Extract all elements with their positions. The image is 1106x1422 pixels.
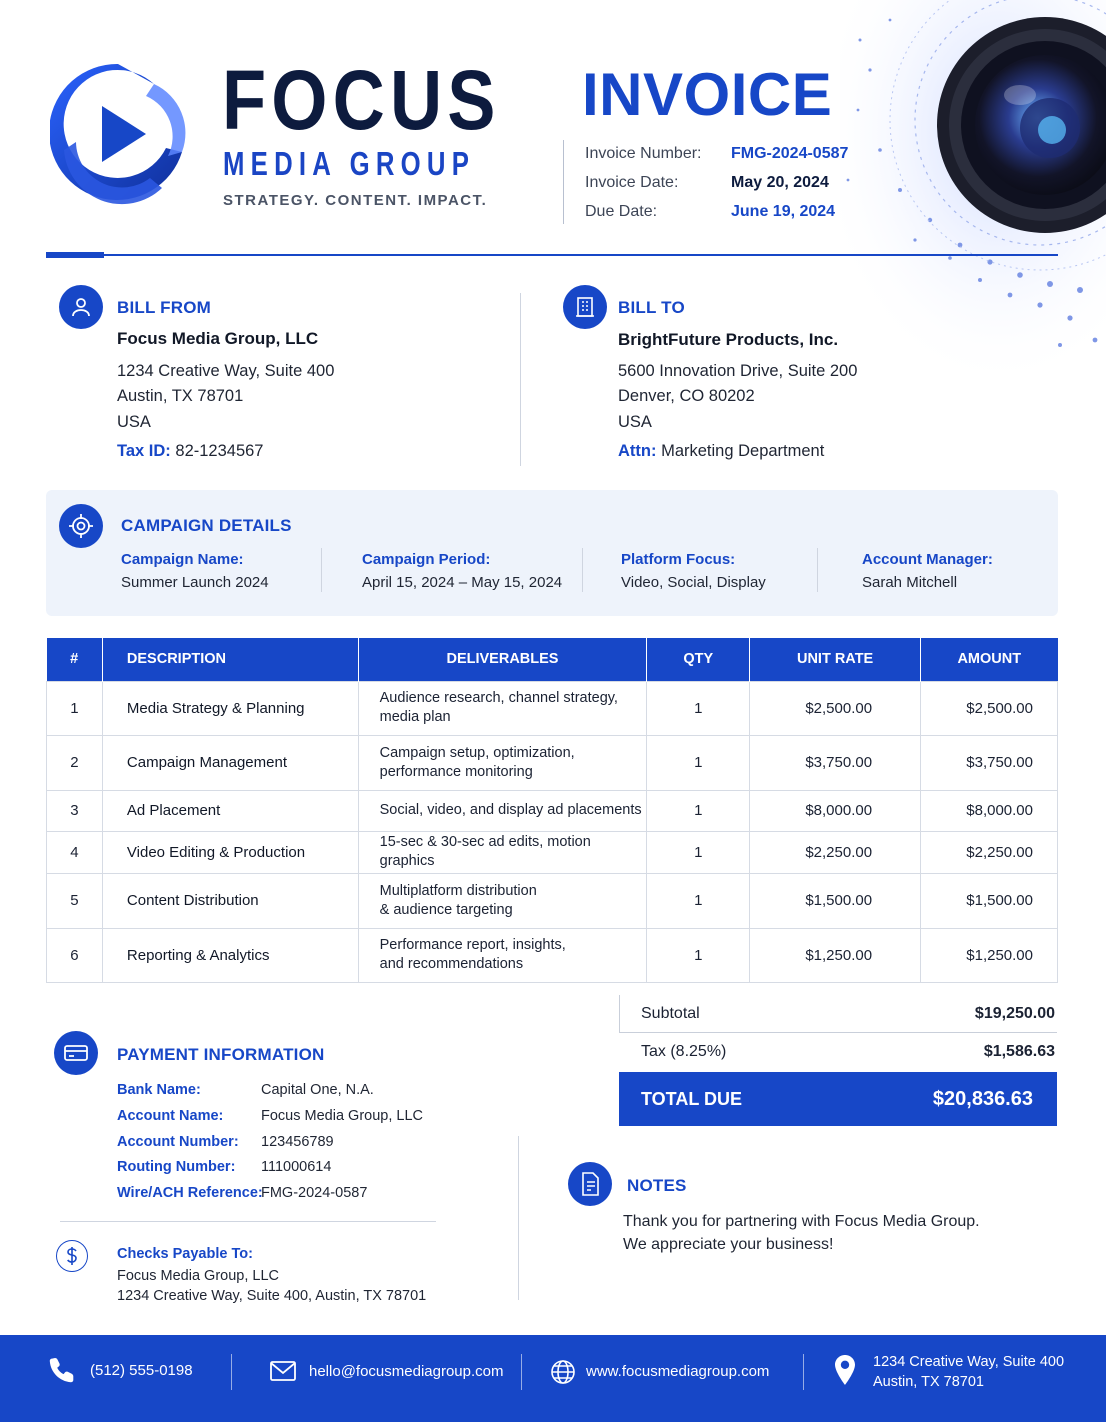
deliverables-line: media plan <box>379 709 451 725</box>
row-qty: 1 <box>647 790 750 831</box>
brand-subname: MEDIA GROUP <box>223 145 476 182</box>
camera-lens-icon <box>840 0 1106 370</box>
invoice-date-label: Invoice Date: <box>585 174 679 191</box>
row-number: 2 <box>47 735 103 790</box>
row-deliverables <box>358 681 647 735</box>
notes-line1: Thank you for partnering with Focus Media Group. <box>623 1213 980 1230</box>
row-number: 3 <box>47 790 103 831</box>
globe-icon <box>550 1359 576 1390</box>
account-number: 123456789 <box>261 1134 334 1150</box>
invoice-title: INVOICE <box>582 61 833 128</box>
footer-address-line2: Austin, TX 78701 <box>873 1374 984 1390</box>
email-icon <box>269 1360 297 1387</box>
account-number-label: Account Number: <box>117 1134 239 1150</box>
campaign-heading: CAMPAIGN DETAILS <box>121 516 292 535</box>
play-logo-icon <box>50 60 186 210</box>
table-row <box>47 735 1058 790</box>
footer-phone[interactable]: (512) 555-0198 <box>90 1362 193 1379</box>
bill-to-attn <box>618 442 824 461</box>
row-deliverables <box>358 873 647 928</box>
footer-website[interactable]: www.focusmediagroup.com <box>586 1363 770 1380</box>
table-row <box>47 873 1058 928</box>
row-number: 4 <box>47 831 103 873</box>
campaign-period-label: Campaign Period: <box>362 551 491 568</box>
footer-divider <box>521 1354 522 1390</box>
row-deliverables <box>358 928 647 982</box>
campaign-name-label: Campaign Name: <box>121 551 244 568</box>
deliverables-line: Campaign setup, optimization, <box>379 744 575 761</box>
row-amount: $2,250.00 <box>921 831 1058 873</box>
attn-value: Marketing Department <box>661 442 825 460</box>
invoice-number-label: Invoice Number: <box>585 145 702 162</box>
col-header-qty: QTY <box>647 638 750 681</box>
notes-line2: We appreciate your business! <box>623 1236 834 1253</box>
row-unit-rate: $2,500.00 <box>750 681 921 735</box>
invoice-date: May 20, 2024 <box>731 174 829 191</box>
deliverables-line: Multiplatform distribution <box>379 882 537 899</box>
deliverables-line: & audience targeting <box>379 901 513 918</box>
target-icon <box>59 504 103 548</box>
row-unit-rate: $1,500.00 <box>750 873 921 928</box>
location-pin-icon <box>834 1354 856 1391</box>
deliverables-line: Social, video, and display ad placements <box>379 802 642 818</box>
row-deliverables <box>358 735 647 790</box>
invoice-number: FMG-2024-0587 <box>731 145 849 162</box>
subtotal-label: Subtotal <box>641 1004 700 1022</box>
tax-value: $1,586.63 <box>983 1043 1055 1060</box>
row-unit-rate: $8,000.00 <box>750 790 921 831</box>
row-description: Reporting & Analytics <box>102 928 358 982</box>
row-unit-rate: $2,250.00 <box>750 831 921 873</box>
row-description: Content Distribution <box>102 873 358 928</box>
platform-focus-label: Platform Focus: <box>621 551 736 568</box>
footer-address-line1: 1234 Creative Way, Suite 400 <box>873 1354 1065 1370</box>
payment-divider <box>60 1221 436 1222</box>
wire-reference-label: Wire/ACH Reference: <box>117 1185 263 1201</box>
bill-from-line2: Austin, TX 78701 <box>117 387 244 405</box>
row-number: 5 <box>47 873 103 928</box>
bank-name: Capital One, N.A. <box>261 1082 374 1098</box>
due-date-label: Due Date: <box>585 203 658 220</box>
col-header-number: # <box>47 638 103 681</box>
row-unit-rate: $1,250.00 <box>750 928 921 982</box>
header-rule <box>104 254 1058 256</box>
wire-reference: FMG-2024-0587 <box>261 1185 368 1201</box>
col-header-amount: AMOUNT <box>921 638 1058 681</box>
attn-label: Attn: <box>618 442 657 460</box>
tax-id-value: 82-1234567 <box>175 442 264 460</box>
bill-from-line1: 1234 Creative Way, Suite 400 <box>117 362 335 380</box>
row-description: Campaign Management <box>102 735 358 790</box>
due-date: June 19, 2024 <box>731 203 836 220</box>
line-items-table <box>46 638 1058 983</box>
campaign-divider <box>582 548 583 592</box>
deliverables-line: Performance report, insights, <box>379 937 566 953</box>
col-header-description: DESCRIPTION <box>102 638 358 681</box>
phone-icon <box>48 1356 76 1389</box>
platform-focus: Video, Social, Display <box>621 574 766 591</box>
col-header-unit-rate: UNIT RATE <box>750 638 921 681</box>
campaign-divider <box>817 548 818 592</box>
brand-name: FOCUS <box>222 53 501 147</box>
table-row <box>47 681 1058 735</box>
account-manager: Sarah Mitchell <box>862 574 958 591</box>
total-due-bar <box>619 1072 1057 1126</box>
deliverables-line: Audience research, channel strategy, <box>379 690 618 706</box>
payment-notes-divider <box>518 1136 519 1300</box>
table-row <box>47 928 1058 982</box>
row-amount: $8,000.00 <box>921 790 1058 831</box>
tax-id-label: Tax ID: <box>117 442 171 460</box>
footer-divider <box>803 1354 804 1390</box>
total-due-value: $20,836.63 <box>932 1087 1033 1110</box>
row-number: 6 <box>47 928 103 982</box>
col-header-deliverables: DELIVERABLES <box>358 638 647 681</box>
notes-heading: NOTES <box>627 1176 687 1195</box>
tax-row <box>619 1033 1057 1071</box>
dollar-icon <box>56 1240 88 1272</box>
footer-divider <box>231 1354 232 1390</box>
footer-email[interactable]: hello@focusmediagroup.com <box>309 1363 504 1380</box>
table-header-row <box>47 638 1058 681</box>
meta-divider <box>563 140 564 224</box>
campaign-period: April 15, 2024 – May 15, 2024 <box>362 574 563 591</box>
row-amount: $3,750.00 <box>921 735 1058 790</box>
notes-icon <box>568 1162 612 1206</box>
bill-to-heading: BILL TO <box>618 298 685 317</box>
subtotal-row <box>619 995 1057 1033</box>
total-due-label: TOTAL DUE <box>641 1088 743 1109</box>
row-number: 1 <box>47 681 103 735</box>
campaign-name: Summer Launch 2024 <box>121 574 269 591</box>
row-deliverables <box>358 831 647 873</box>
row-qty: 1 <box>647 873 750 928</box>
row-description: Media Strategy & Planning <box>102 681 358 735</box>
bill-to-line1: 5600 Innovation Drive, Suite 200 <box>618 362 858 380</box>
table-row <box>47 831 1058 873</box>
user-icon <box>59 285 103 329</box>
bill-from-taxid <box>117 442 263 461</box>
brand-tagline: STRATEGY. CONTENT. IMPACT. <box>223 192 488 209</box>
row-qty: 1 <box>647 831 750 873</box>
building-icon <box>563 285 607 329</box>
bill-to-line2: Denver, CO 80202 <box>618 387 755 405</box>
bill-from-name: Focus Media Group, LLC <box>117 329 319 348</box>
checks-payable-label: Checks Payable To: <box>117 1246 253 1262</box>
table-row <box>47 790 1058 831</box>
campaign-divider <box>321 548 322 592</box>
deliverables-line: and recommendations <box>379 956 524 972</box>
account-name-label: Account Name: <box>117 1108 224 1124</box>
bill-to-country: USA <box>618 413 652 431</box>
bill-from-heading: BILL FROM <box>117 298 212 317</box>
header-rule-accent <box>46 252 104 258</box>
party-divider <box>520 293 521 466</box>
row-deliverables <box>358 790 647 831</box>
row-description: Ad Placement <box>102 790 358 831</box>
bank-name-label: Bank Name: <box>117 1082 201 1098</box>
deliverables-line: 15-sec & 30-sec ad edits, motion graphics <box>379 834 591 869</box>
row-qty: 1 <box>647 928 750 982</box>
routing-number: 111000614 <box>261 1159 332 1175</box>
credit-card-icon <box>54 1031 98 1075</box>
row-description: Video Editing & Production <box>102 831 358 873</box>
routing-number-label: Routing Number: <box>117 1159 236 1175</box>
row-unit-rate: $3,750.00 <box>750 735 921 790</box>
account-name: Focus Media Group, LLC <box>261 1108 423 1124</box>
row-amount: $1,250.00 <box>921 928 1058 982</box>
bill-from-country: USA <box>117 413 151 431</box>
row-amount: $2,500.00 <box>921 681 1058 735</box>
subtotal-value: $19,250.00 <box>974 1004 1055 1022</box>
bill-to-name: BrightFuture Products, Inc. <box>618 330 839 349</box>
checks-payable-address: 1234 Creative Way, Suite 400, Austin, TX 78701 <box>117 1288 427 1304</box>
account-manager-label: Account Manager: <box>862 551 993 568</box>
row-qty: 1 <box>647 735 750 790</box>
checks-payable-name: Focus Media Group, LLC <box>117 1268 279 1284</box>
row-amount: $1,500.00 <box>921 873 1058 928</box>
deliverables-line: performance monitoring <box>379 763 533 780</box>
payment-heading: PAYMENT INFORMATION <box>117 1045 325 1064</box>
row-qty: 1 <box>647 681 750 735</box>
tax-label: Tax (8.25%) <box>641 1043 727 1060</box>
